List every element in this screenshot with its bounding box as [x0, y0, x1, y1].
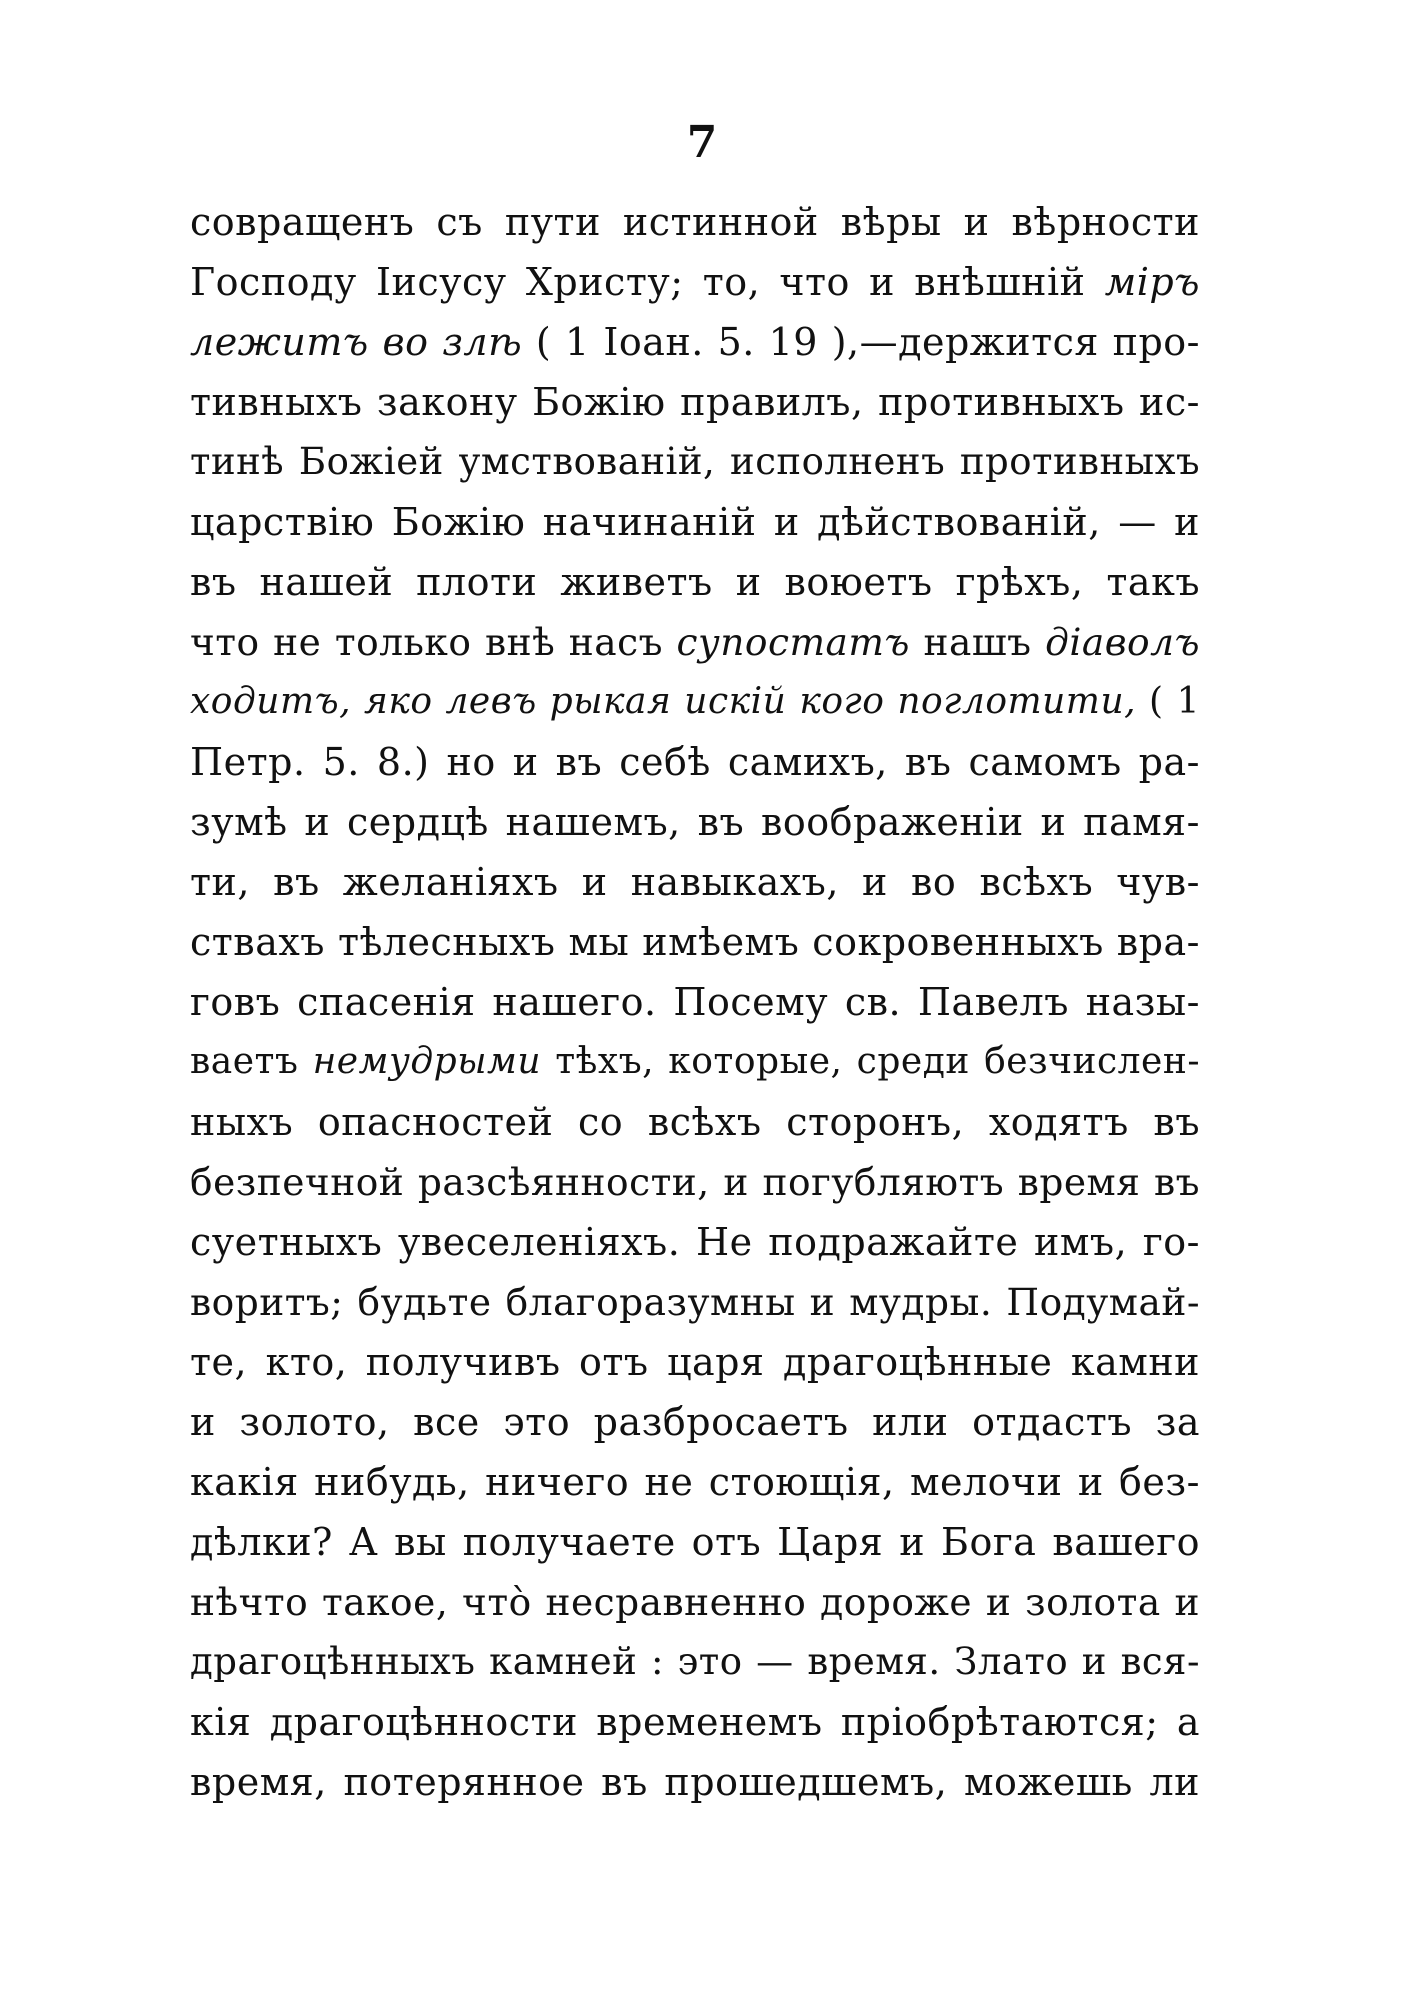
text-segment: ваетъ [190, 1041, 313, 1082]
text-segment: ( 1 Іоан. 5. 19 ),—держится про- [522, 320, 1200, 364]
text-segment: воритъ; будьте благоразумны и мудры. Подумай- [190, 1280, 1200, 1324]
text-line [190, 912, 1200, 972]
text-segment: тѣхъ, которые, среди безчислен- [541, 1041, 1200, 1082]
text-segment: Господу Іисусу Христу; то, что и внѣшній [190, 260, 1105, 304]
text-line [190, 192, 1200, 252]
body-text [190, 192, 1200, 1812]
text-line [190, 1572, 1200, 1632]
text-segment: тивныхъ закону Божію правилъ, противныхъ ис- [190, 380, 1200, 424]
text-segment: ти, въ желаніяхъ и навыкахъ, и во всѣхъ чув- [190, 860, 1200, 904]
text-segment: время, потерянное въ прошедшемъ, можешь ли [190, 1760, 1200, 1804]
text-segment: ствахъ тѣлесныхъ мы имѣемъ сокровенныхъ вра- [190, 920, 1200, 964]
italic-segment: діаволъ [1045, 620, 1200, 664]
text-segment: совращенъ съ пути истинной вѣры и вѣрности [190, 200, 1200, 244]
page-number: 7 [686, 117, 718, 168]
text-segment: те, кто, получивъ отъ царя драгоцѣнные камни [190, 1340, 1200, 1384]
italic-segment: лежитъ во злѣ [190, 320, 523, 364]
text-segment: говъ спасенія нашего. Посему св. Павелъ назы- [190, 980, 1200, 1024]
italic-segment: ходитъ, яко левъ рыкая искій кого поглотити, [190, 681, 1137, 722]
text-segment: ( 1 [1136, 681, 1200, 722]
text-line [190, 432, 1200, 492]
text-line [190, 732, 1200, 792]
text-line [190, 1332, 1200, 1392]
text-line [190, 852, 1200, 912]
text-line [190, 1212, 1200, 1272]
text-segment: тинѣ Божіей умствованій, исполненъ противныхъ [190, 440, 1200, 483]
text-line [190, 1512, 1200, 1572]
text-line [190, 492, 1200, 552]
text-line [190, 1392, 1200, 1452]
text-line [190, 1092, 1200, 1152]
text-line [190, 1152, 1200, 1212]
text-segment: какія нибудь, ничего не стоющія, мелочи и без- [190, 1460, 1200, 1504]
text-segment: кія драгоцѣнности временемъ пріобрѣтаются; а [190, 1700, 1200, 1744]
text-line [190, 612, 1200, 672]
text-line [190, 552, 1200, 612]
text-segment: что не только внѣ насъ [190, 620, 677, 664]
text-line [190, 1272, 1200, 1332]
italic-segment: супостатъ [676, 620, 910, 664]
text-line [190, 1692, 1200, 1752]
text-segment: зумѣ и сердцѣ нашемъ, въ воображеніи и памя- [190, 800, 1200, 844]
text-segment: Петр. 5. 8.) но и въ себѣ самихъ, въ самомъ ра- [190, 740, 1200, 784]
text-line [190, 792, 1200, 852]
text-segment: нѣчто такое, что̀ несравненно дороже и золота и [190, 1580, 1200, 1624]
text-segment: въ нашей плоти живетъ и воюетъ грѣхъ, такъ [190, 560, 1200, 604]
text-segment: дѣлки? А вы получаете отъ Царя и Бога вашего [190, 1520, 1200, 1564]
italic-segment: міръ [1104, 260, 1200, 304]
text-line [190, 972, 1200, 1032]
text-segment: и золото, все это разбросаетъ или отдастъ за [190, 1400, 1200, 1444]
text-segment: царствію Божію начинаній и дѣйствованій, — и [190, 500, 1200, 544]
text-segment: ныхъ опасностей со всѣхъ сторонъ, ходятъ въ [190, 1100, 1200, 1144]
text-segment: нашъ [909, 620, 1046, 664]
text-line [190, 1452, 1200, 1512]
italic-segment: немудрыми [312, 1041, 542, 1082]
text-line [190, 1632, 1200, 1692]
text-line [190, 1752, 1200, 1812]
text-line [190, 1032, 1200, 1092]
text-segment: суетныхъ увеселеніяхъ. Не подражайте имъ, го- [190, 1220, 1200, 1264]
text-line [190, 312, 1200, 372]
text-line [190, 672, 1200, 732]
text-line [190, 372, 1200, 432]
text-line [190, 252, 1200, 312]
text-segment: безпечной разсѣянности, и погубляютъ время въ [190, 1160, 1200, 1204]
text-segment: драгоцѣнныхъ камней : это — время. Злато и вся- [190, 1640, 1200, 1683]
